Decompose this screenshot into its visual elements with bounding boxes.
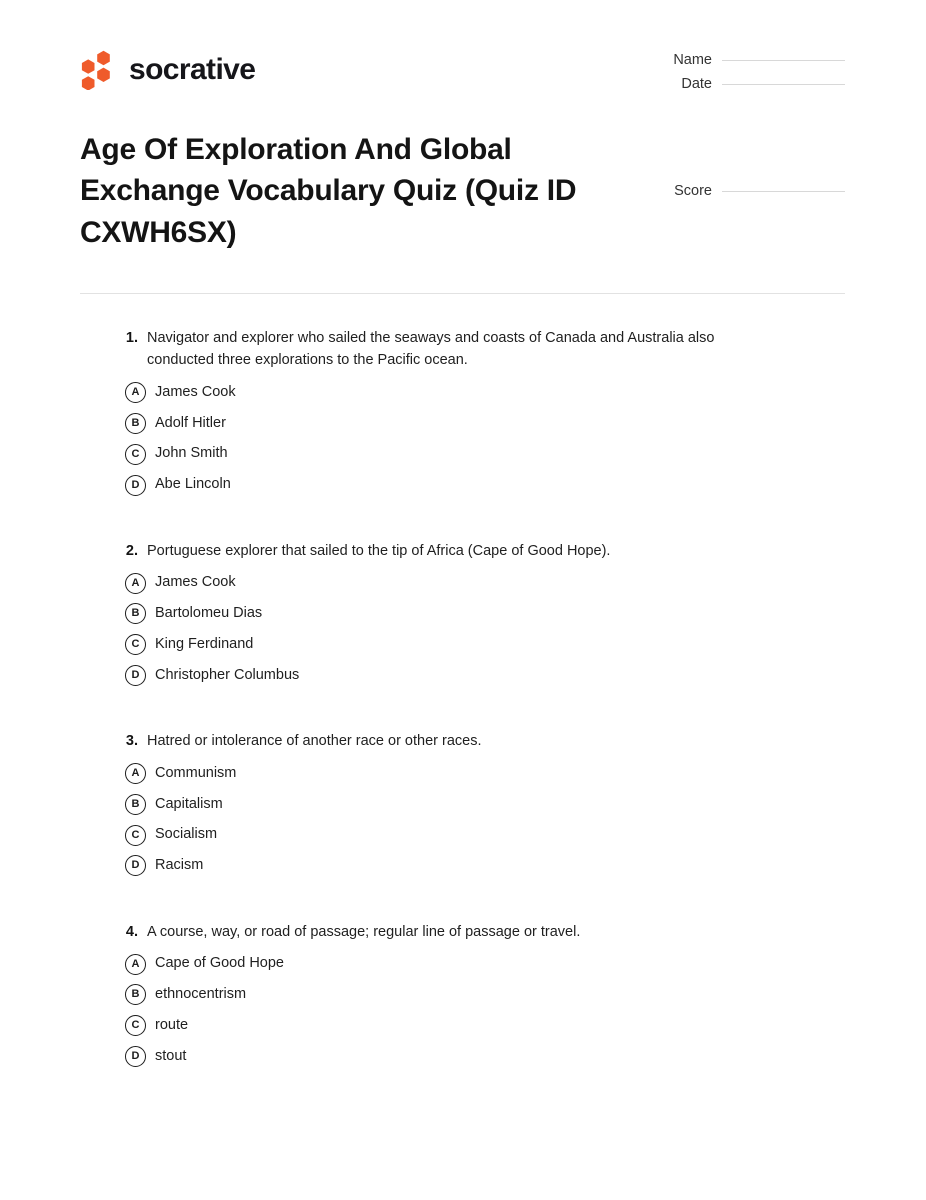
answer-option[interactable] (121, 763, 845, 785)
score-field-row (661, 129, 845, 199)
answer-option[interactable] (121, 794, 845, 816)
option-text: ethnocentrism (155, 986, 247, 1003)
option-text: Socialism (155, 826, 218, 843)
quiz-title: Age Of Exploration And Global Exchange Vocabulary Quiz (Quiz ID CXWH6SX) (80, 132, 577, 249)
answer-option[interactable] (121, 984, 845, 1006)
option-text: Racism (155, 857, 204, 874)
answer-option[interactable] (121, 474, 845, 496)
option-text: Bartolomeu Dias (155, 605, 263, 622)
answer-option[interactable] (121, 855, 845, 877)
answer-option[interactable] (121, 443, 845, 465)
questions-list (0, 294, 926, 1067)
date-field-line[interactable] (722, 84, 845, 85)
option-text: stout (155, 1047, 187, 1064)
question-header (121, 921, 845, 943)
option-letter-badge[interactable]: C (125, 1015, 146, 1036)
question-text: Hatred or intolerance of another race or other races. (147, 733, 482, 750)
title-block (0, 101, 926, 253)
option-letter-badge[interactable]: C (125, 634, 146, 655)
option-letter-badge[interactable]: A (125, 382, 146, 403)
question-number: 2. (125, 542, 138, 559)
option-letter-badge[interactable]: B (125, 984, 146, 1005)
option-text: Abe Lincoln (155, 476, 231, 493)
score-field-line[interactable] (722, 191, 845, 192)
question-text: A course, way, or road of passage; regular line of passage or travel. (147, 923, 581, 940)
answer-option[interactable] (121, 824, 845, 846)
answer-options (121, 572, 845, 686)
question-item (121, 327, 845, 496)
answer-option[interactable] (121, 1015, 845, 1037)
answer-option[interactable] (121, 382, 845, 404)
option-text: Christopher Columbus (155, 666, 300, 683)
option-text: Communism (155, 764, 237, 781)
question-item (121, 540, 845, 686)
score-field-label: Score (674, 182, 712, 199)
option-text: Adolf Hitler (155, 414, 226, 431)
option-letter-badge[interactable]: D (125, 665, 146, 686)
brand-logo (80, 46, 255, 90)
option-text: Capitalism (155, 795, 223, 812)
question-number: 1. (125, 329, 138, 346)
option-text: route (155, 1016, 189, 1033)
answer-option[interactable] (121, 413, 845, 435)
option-text: King Ferdinand (155, 635, 254, 652)
answer-option[interactable] (121, 572, 845, 594)
answer-option[interactable] (121, 665, 845, 687)
option-letter-badge[interactable]: D (125, 1046, 146, 1067)
answer-option[interactable] (121, 634, 845, 656)
option-letter-badge[interactable]: B (125, 603, 146, 624)
option-text: James Cook (155, 574, 236, 591)
option-text: John Smith (155, 445, 228, 462)
question-header (121, 327, 845, 372)
question-header (121, 730, 845, 752)
option-text: Cape of Good Hope (155, 955, 284, 972)
option-letter-badge[interactable]: B (125, 413, 146, 434)
socrative-hexagon-logo-icon (80, 50, 116, 90)
document-header (0, 0, 926, 101)
option-letter-badge[interactable]: D (125, 855, 146, 876)
option-letter-badge[interactable]: A (125, 954, 146, 975)
name-field-row (661, 52, 845, 69)
question-item (121, 730, 845, 876)
question-item (121, 921, 845, 1067)
answer-options (121, 953, 845, 1067)
question-number: 4. (125, 923, 138, 940)
option-letter-badge[interactable]: A (125, 573, 146, 594)
answer-option[interactable] (121, 953, 845, 975)
option-letter-badge[interactable]: D (125, 475, 146, 496)
name-field-line[interactable] (722, 60, 845, 61)
date-field-row (661, 76, 845, 93)
answer-options (121, 382, 845, 496)
name-field-label: Name (673, 52, 712, 68)
answer-options (121, 763, 845, 877)
option-letter-badge[interactable]: B (125, 794, 146, 815)
student-info-fields (661, 46, 845, 101)
option-letter-badge[interactable]: C (125, 825, 146, 846)
brand-name: socrative (129, 53, 256, 86)
date-field-label: Date (681, 76, 712, 93)
question-number: 3. (125, 733, 138, 750)
question-text: Portuguese explorer that sailed to the tip of Africa (Cape of Good Hope). (147, 542, 611, 559)
question-header (121, 540, 845, 562)
option-text: James Cook (155, 383, 236, 400)
answer-option[interactable] (121, 1046, 845, 1068)
option-letter-badge[interactable]: C (125, 444, 146, 465)
answer-option[interactable] (121, 603, 845, 625)
question-text: Navigator and explorer who sailed the seaways and coasts of Canada and Australia also conducted three explorations to the Pacific ocean. (147, 329, 715, 369)
option-letter-badge[interactable]: A (125, 763, 146, 784)
